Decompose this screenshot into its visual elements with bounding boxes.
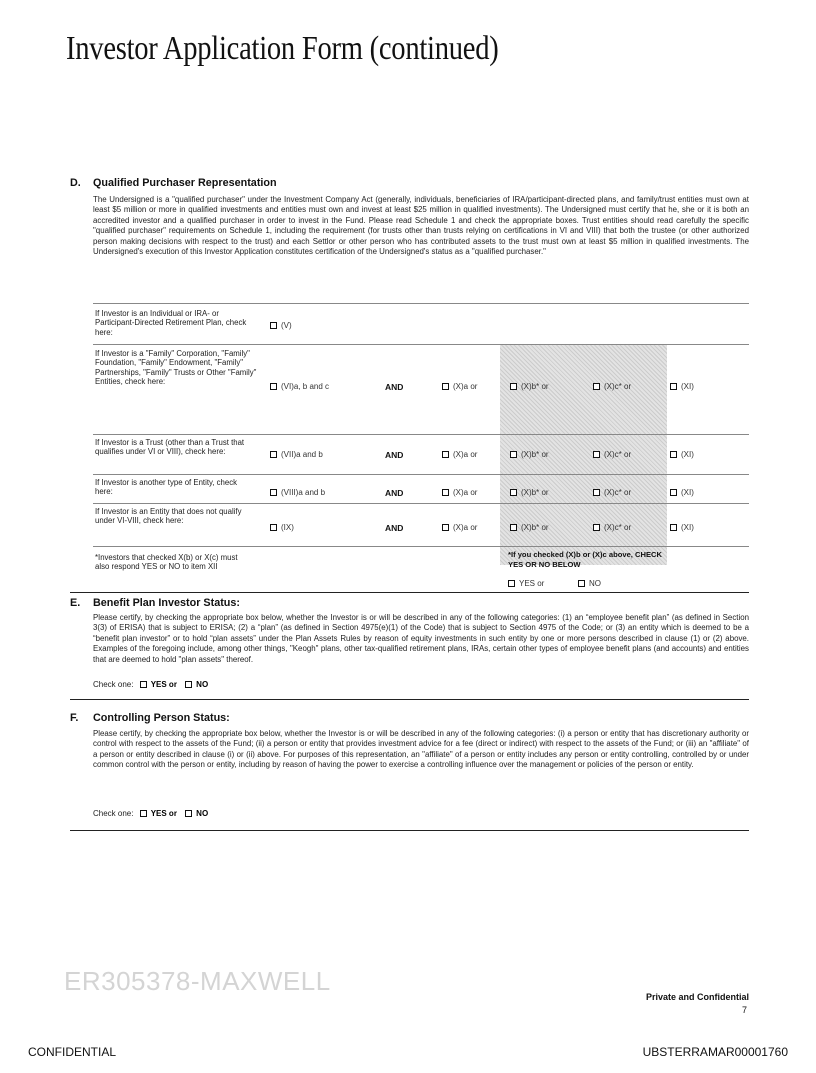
and-label: AND <box>385 488 404 498</box>
section-e-body: Please certify, by checking the appropriate box below, whether the Investor is or will be described in any of the following categories: (1) an “employee benefit plan” (as defined in Section 3(3) of ERISA) that is subject to ERISA; (2) a “plan” (as defined in Section 4975(e)(1) of the Code) that is subject to Section 4975 of the Code; or (3) an entity which is deemed to be a “benefit plan investor” or to hold “plan assets” under the Plan Assets Rules by reason of equity investments in such entity by one or more persons described in clause (1) or (2) above. Examples of the foregoing include, among other things, "Keogh" plans, other tax-qualified retirement plans, IRAs, certain other types of employee benefit plans (and accounts) and entities that are deemed to hold "plan assets" thereof. <box>93 613 749 664</box>
checkbox-square-icon <box>593 451 600 458</box>
watermark: ER305378-MAXWELL <box>64 966 331 996</box>
checkbox-vii[interactable]: (VII)a and b <box>270 450 323 459</box>
checkbox-xc[interactable]: (X)c* or <box>593 488 631 497</box>
checkbox-square-icon <box>442 451 449 458</box>
checkbox-square-icon <box>510 451 517 458</box>
checkbox-ix[interactable]: (IX) <box>270 523 294 532</box>
checkbox-square-icon <box>140 681 147 688</box>
checkbox-xb[interactable]: (X)b* or <box>510 488 549 497</box>
checkbox-xi[interactable]: (XI) <box>670 382 694 391</box>
checkbox-xb[interactable]: (X)b* or <box>510 382 549 391</box>
xii-instruction: *If you checked (X)b or (X)c above, CHECK YES OR NO BELOW <box>508 550 663 569</box>
checkbox-xc[interactable]: (X)c* or <box>593 382 631 391</box>
divider <box>93 474 749 475</box>
confidential-stamp: CONFIDENTIAL <box>28 1045 117 1059</box>
page-number: 7 <box>741 1005 747 1015</box>
checkbox-square-icon <box>670 451 677 458</box>
checkbox-square-icon <box>442 524 449 531</box>
checkbox-square-icon <box>593 524 600 531</box>
divider <box>93 344 749 345</box>
and-label: AND <box>385 523 404 533</box>
checkbox-square-icon <box>508 580 515 587</box>
xii-yes-checkbox[interactable]: YES or <box>508 579 544 588</box>
section-divider <box>70 830 749 831</box>
divider <box>93 503 749 504</box>
checkbox-xi[interactable]: (XI) <box>670 450 694 459</box>
and-label: AND <box>385 382 404 392</box>
divider <box>93 546 749 547</box>
private-and-confidential: Private and Confidential <box>645 992 749 1002</box>
checkbox-square-icon <box>670 489 677 496</box>
checkbox-xa[interactable]: (X)a or <box>442 450 477 459</box>
section-divider <box>70 592 749 593</box>
checkbox-xa[interactable]: (X)a or <box>442 382 477 391</box>
checkbox-square-icon <box>510 383 517 390</box>
divider <box>93 434 749 435</box>
checkbox-square-icon <box>670 383 677 390</box>
checkbox-square-icon <box>185 810 192 817</box>
checkbox-square-icon <box>593 489 600 496</box>
checkbox-square-icon <box>270 524 277 531</box>
checkbox-square-icon <box>140 810 147 817</box>
section-f-yes-checkbox[interactable]: YES or <box>140 809 177 818</box>
checkbox-square-icon <box>510 489 517 496</box>
checkbox-xb[interactable]: (X)b* or <box>510 523 549 532</box>
row-label-trust: If Investor is a Trust (other than a Trust that qualifies under VI or VIII), check here: <box>95 438 245 457</box>
page-title: Investor Application Form (continued) <box>66 30 499 67</box>
checkbox-xa[interactable]: (X)a or <box>442 523 477 532</box>
section-f-no-checkbox[interactable]: NO <box>185 809 208 818</box>
checkbox-square-icon <box>185 681 192 688</box>
row-label-family: If Investor is a "Family" Corporation, "Family" Foundation, "Family" Endowment, "Family" Partnerships, "Family" Trusts or Other "Family" Entities, check here: <box>95 349 257 387</box>
divider <box>93 303 749 304</box>
checkbox-square-icon <box>442 383 449 390</box>
checkbox-square-icon <box>442 489 449 496</box>
checkbox-vi[interactable]: (VI)a, b and c <box>270 382 329 391</box>
checkbox-square-icon <box>270 322 277 329</box>
checkbox-square-icon <box>270 383 277 390</box>
checkbox-square-icon <box>270 451 277 458</box>
section-divider <box>70 699 749 700</box>
checkbox-xi[interactable]: (XI) <box>670 523 694 532</box>
checkbox-square-icon <box>270 489 277 496</box>
xii-note: *Investors that checked X(b) or X(c) must also respond YES or NO to item XII <box>95 553 238 572</box>
section-e-yes-checkbox[interactable]: YES or <box>140 680 177 689</box>
section-d-body: The Undersigned is a "qualified purchaser" under the Investment Company Act (generally, individuals, beneficiaries of IRA/participant-directed plans, and family/trust entities must own at least $5 million or more in qualified investments and entities must own and invest at least $25 million in qualified investments). The Undersigned must certify that he, she or it is both an accredited investor and a qualified purchaser in order to invest in the Fund. Please read Schedule 1 and check the appropriate boxes. Trust entities should read carefully the specific "qualified purchaser" requirements on Schedule 1, including the requirement (for trusts other than trusts relying on certifications in VI and VIII) that both the trustee (or other authorized person making decisions with respect to the trust) and each Settlor or other person who has contributed assets to the trust must own at least $5 million in qualified investments. The Undersigned's execution of this Investor Application constitutes certification of the Undersigned's status as a "qualified purchaser." <box>93 195 749 257</box>
row-label-non-qualifying-entity: If Investor is an Entity that does not qualify under VI-VIII, check here: <box>95 507 242 526</box>
checkbox-square-icon <box>593 383 600 390</box>
checkbox-square-icon <box>510 524 517 531</box>
section-f-body: Please certify, by checking the appropriate box below, whether the Investor is or will be described in any of the following categories: (i) a person or entity that has discretionary authority or control with respect to the assets of the Fund; (ii) a person or entity that provides investment advice for a fee (direct or indirect) with respect to the assets of the Fund; or (iii) an "affiliate" of a person or entity described in clause (i) or (ii) above. For purposes of this representation, an "affiliate" of a person or entity includes any person or entity controlling, controlled by or under common control with the person or entity, including by reason of having the power to exercise a controlling influence over the management or policies of the person or entity. <box>93 729 749 770</box>
checkbox-square-icon <box>578 580 585 587</box>
xii-no-checkbox[interactable]: NO <box>578 579 601 588</box>
checkbox-viii[interactable]: (VIII)a and b <box>270 488 325 497</box>
bates-number: UBSTERRAMAR00001760 <box>642 1045 788 1059</box>
checkbox-xa[interactable]: (X)a or <box>442 488 477 497</box>
checkbox-square-icon <box>670 524 677 531</box>
checkbox-xc[interactable]: (X)c* or <box>593 523 631 532</box>
checkbox-xi[interactable]: (XI) <box>670 488 694 497</box>
checkbox-xb[interactable]: (X)b* or <box>510 450 549 459</box>
section-e-no-checkbox[interactable]: NO <box>185 680 208 689</box>
section-f-check-one: Check one: YES or NO <box>93 809 209 818</box>
and-label: AND <box>385 450 404 460</box>
row-label-other-entity: If Investor is another type of Entity, check here: <box>95 478 237 497</box>
section-e-check-one: Check one: YES or NO <box>93 680 209 689</box>
checkbox-v[interactable]: (V) <box>270 321 292 330</box>
checkbox-xc[interactable]: (X)c* or <box>593 450 631 459</box>
row-label-individual: If Investor is an Individual or IRA- or Participant-Directed Retirement Plan, check here: <box>95 309 247 337</box>
